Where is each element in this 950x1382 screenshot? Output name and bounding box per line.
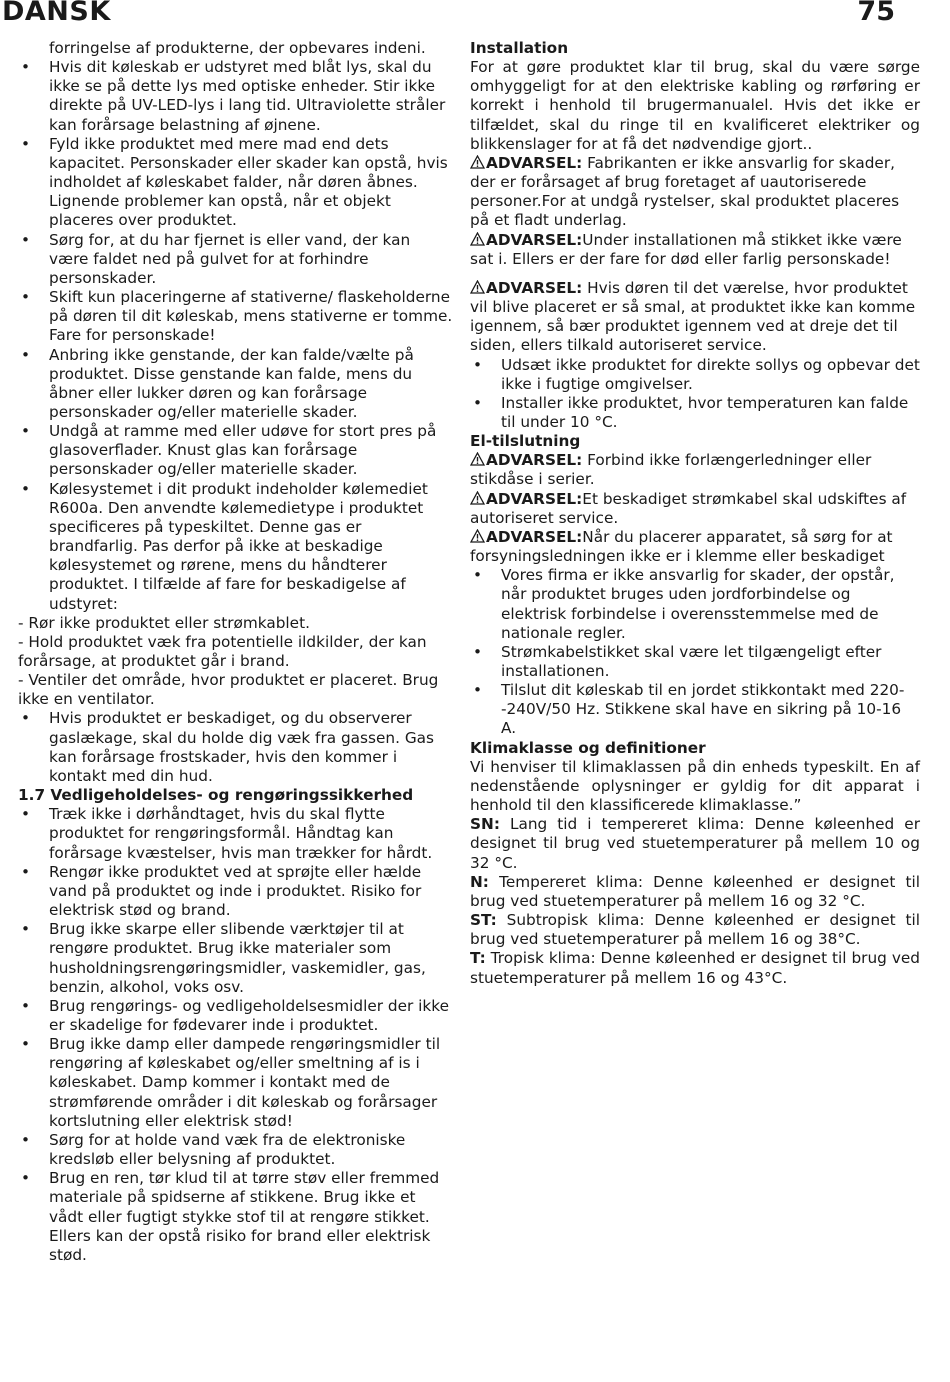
climate-class-n	[470, 873, 920, 911]
dash-item: - Rør ikke produktet eller strømkablet.	[18, 613, 310, 632]
warning-paragraph	[470, 154, 920, 231]
list-item: • Brug ikke damp eller dampede rengøringsmidler til rengøring af køleskabet og/eller smeltning af is i køleskabet. Damp kommer i kontakt med de strømførende områder i dit køleskab og forårsager kortslutning eller elektrisk stød!	[18, 1035, 454, 1131]
climate-class-t	[470, 949, 920, 987]
warning-label: ADVARSEL:	[486, 278, 583, 297]
list-item: • Vores firma er ikke ansvarlig for skader, der opstår, når produktet bruges uden jordforbindelse og elektrisk forbindelse i overensstemmelse med de nationale regler.	[470, 566, 920, 643]
climate-text: Lang tid i tempereret klima: Denne køleenhed er designet til brug ved stuetemperaturer på mellem 10 og 32 °C.	[470, 815, 920, 872]
el-heading: El-tilslutning	[470, 432, 581, 451]
warning-triangle-icon	[470, 529, 485, 543]
climate-text: Tempereret klima: Denne køleenhed er designet til brug ved stuetemperaturer på mellem 16 og 32 °C.	[470, 872, 920, 910]
list-item: • Skift kun placeringerne af stativerne/ flaskeholderne på døren til dit køleskab, mens stativerne er tomme. Fare for personskade!	[18, 288, 454, 345]
warning-text: Forbind ikke forlængerledninger eller stikdåse i serier.	[470, 451, 872, 489]
list-item: • Undgå at ramme med eller udøve for stort pres på glasoverflader. Knust glas kan forårsage personskader og/eller materielle skader.	[18, 422, 454, 479]
page-number: 75	[857, 0, 895, 27]
section-heading: 1.7 Vedligeholdelses- og rengøringssikkerhed	[18, 786, 414, 805]
warning-label: ADVARSEL:	[486, 489, 583, 508]
paragraph-continuation: forringelse af produkterne, der opbevares indeni.	[49, 39, 426, 57]
climate-code: N:	[470, 872, 489, 891]
right-column	[470, 39, 920, 988]
climate-code: SN:	[470, 815, 500, 834]
warning-text: Et beskadiget strømkabel skal udskiftes af autoriseret service.	[470, 489, 907, 527]
language-label: DANSK	[2, 0, 111, 27]
list-item: • Brug rengørings- og vedligeholdelsesmidler der ikke er skadelige for fødevarer inde i produktet.	[18, 997, 454, 1035]
warning-triangle-icon	[470, 155, 485, 169]
climate-text: Subtropisk klima: Denne køleenhed er designet til brug ved stuetemperaturer på mellem 16 og 38°C.	[470, 911, 920, 949]
list-item: • Brug en ren, tør klud til at tørre støv eller fremmed materiale på spidserne af stikkene. Brug ikke et vådt eller fugtigt stykke stof til at rengøre stikket. Ellers kan der opstå risiko for brand eller elektrisk stød.	[18, 1169, 454, 1265]
dash-item: - Ventiler det område, hvor produktet er placeret. Brug ikke en ventilator.	[18, 671, 439, 709]
list-item: • Tilslut dit køleskab til en jordet stikkontakt med 220- -240V/50 Hz. Stikkene skal have en sikring på 10-16 A.	[470, 681, 920, 738]
page-header	[0, 0, 950, 30]
installation-heading: Installation	[470, 39, 569, 57]
warning-triangle-icon	[470, 452, 485, 466]
list-item: • Kølesystemet i dit produkt indeholder kølemediet R600a. Den anvendte kølemedietype i produktet specificeres på typeskiltet. Denne gas er brandfarlig. Pas derfor på ikke at beskadige kølesystemet og rørene, mens du håndterer produktet. I tilfælde af fare for beskadigelse af udstyret:	[18, 480, 454, 614]
climate-code: ST:	[470, 911, 497, 930]
climate-class-st	[470, 911, 920, 949]
spacer	[470, 269, 920, 279]
warning-label: ADVARSEL:	[486, 527, 583, 546]
list-item: • Træk ikke i dørhåndtaget, hvis du skal flytte produktet for rengøringsformål. Håndtag kan forårsage kvæstelser, hvis man trækker for hårdt.	[18, 805, 454, 862]
list-item: • Sørg for, at du har fjernet is eller vand, der kan være faldet ned på gulvet for at forhindre personskader.	[18, 231, 454, 288]
warning-triangle-icon	[470, 232, 485, 246]
list-item: • Installer ikke produktet, hvor temperaturen kan falde til under 10 °C.	[470, 394, 920, 432]
list-item: • Strømkabelstikket skal være let tilgængeligt efter installationen.	[470, 643, 920, 681]
warning-paragraph	[470, 528, 920, 566]
list-item: • Brug ikke skarpe eller slibende værktøjer til at rengøre produktet. Brug ikke materialer som husholdningsrengøringsmidler, vaskemidler, gas, benzin, alkohol, voks osv.	[18, 920, 454, 997]
list-item: • Anbring ikke genstande, der kan falde/vælte på produktet. Disse genstande kan falde, mens du åbner eller lukker døren og kan forårsage personskader og/eller materielle skader.	[18, 346, 454, 423]
warning-label: ADVARSEL:	[486, 153, 583, 172]
climate-heading: Klimaklasse og definitioner	[470, 738, 706, 757]
list-item: • Sørg for at holde vand væk fra de elektroniske kredsløb eller belysning af produktet.	[18, 1131, 454, 1169]
list-item: • Rengør ikke produktet ved at sprøjte eller hælde vand på produktet og inde i produktet. Risiko for elektrisk stød og brand.	[18, 863, 454, 920]
warning-paragraph	[470, 490, 920, 528]
list-item: • Hvis produktet er beskadiget, og du observerer gaslækage, skal du holde dig væk fra gassen. Gas kan forårsage frostskader, hvis den kommer i kontakt med din hud.	[18, 709, 454, 786]
warning-paragraph	[470, 451, 920, 489]
dash-item: - Hold produktet væk fra potentielle ildkilder, der kan forårsage, at produktet går i brand.	[18, 632, 427, 670]
warning-text: Når du placerer apparatet, så sørg for at forsyningsledningen ikke er i klemme eller beskadiget	[470, 527, 893, 566]
warning-paragraph	[470, 279, 920, 356]
left-column	[18, 39, 454, 1265]
list-item: • Fyld ikke produktet med mere mad end dets kapacitet. Personskader eller skader kan opstå, hvis indholdet af køleskabet falder, når døren åbnes. Lignende problemer kan opstå, når et objekt placeres over produktet.	[18, 135, 454, 231]
warning-text: Hvis døren til det værelse, hvor produktet vil blive placeret er så smal, at produktet ikke kan komme igennem, så bær produktet igennem ved at dreje det til siden, ellers tilkald autoriseret service.	[470, 278, 916, 355]
climate-intro: Vi henviser til klimaklassen på din enheds typeskilt. En af nedenstående oplysninger er gyldig for dit apparat i henhold til den klassificerede klimaklasse.”	[470, 757, 920, 815]
climate-class-sn	[470, 815, 920, 872]
warning-label: ADVARSEL:	[486, 230, 583, 249]
warning-text: Under installationen må stikket ikke være sat i. Ellers er der fare for død eller farlig personskade!	[470, 230, 902, 268]
installation-text: For at gøre produktet klar til brug, skal du være sørge omhyggeligt for at den elektriske kabling og rørføring er korrekt i henhold til brugermanualel. Hvis det ikke er tilfældet, skal du ringe til en kvalificeret elektriker og blikkenslager for at få det nødvendige gjort..	[470, 58, 920, 153]
warning-text: Fabrikanten er ikke ansvarlig for skader, der er forårsaget af brug foretaget af uautoriserede personer.For at undgå rystelser, skal produktet placeres på et fladt underlag.	[470, 153, 900, 230]
warning-label: ADVARSEL:	[486, 451, 583, 470]
list-item: • Udsæt ikke produktet for direkte sollys og opbevar det ikke i fugtige omgivelser.	[470, 356, 920, 394]
list-item: • Hvis dit køleskab er udstyret med blåt lys, skal du ikke se på dette lys med optiske enheder. Stir ikke direkte på UV-LED-lys i lang tid. Ultraviolette stråler kan forårsage belastning af øjnene.	[18, 58, 454, 135]
warning-paragraph	[470, 231, 920, 269]
climate-code: T:	[470, 949, 486, 968]
warning-triangle-icon	[470, 491, 485, 505]
climate-text: Tropisk klima: Denne køleenhed er designet til brug ved stuetemperaturer på mellem 16 og 43°C.	[470, 949, 920, 987]
warning-triangle-icon	[470, 280, 485, 294]
